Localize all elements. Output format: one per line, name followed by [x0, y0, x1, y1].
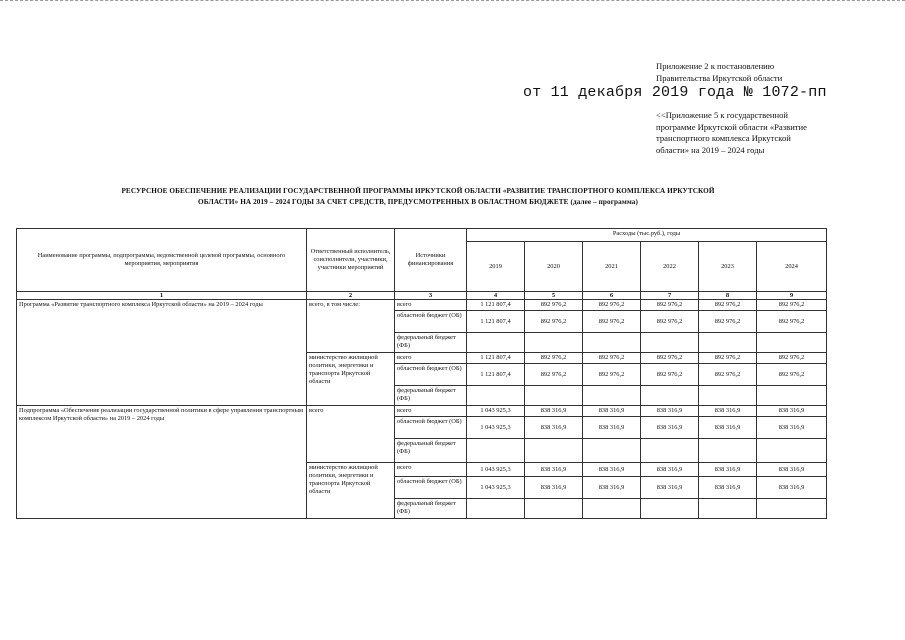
value-cell: 838 316,9	[757, 477, 827, 499]
value-cell: 838 316,9	[699, 406, 757, 417]
value-cell: 838 316,9	[583, 417, 641, 439]
value-cell: 892 976,2	[583, 353, 641, 364]
value-cell: 838 316,9	[583, 463, 641, 477]
resource-table	[16, 228, 827, 519]
value-cell: 892 976,2	[641, 353, 699, 364]
value-cell	[757, 386, 827, 406]
title-line-2: ОБЛАСТИ» НА 2019 – 2024 ГОДЫ ЗА СЧЕТ СРЕДСТВ, ПРЕДУСМОТРЕННЫХ В ОБЛАСТНОМ БЮДЖЕТЕ (далее – программа)	[198, 198, 638, 206]
annex-note	[656, 60, 782, 84]
source-ob: областной бюджет (ОБ)	[395, 417, 467, 439]
value-cell: 1 043 925,3	[467, 477, 525, 499]
value-cell: 838 316,9	[583, 477, 641, 499]
value-cell: 838 316,9	[699, 463, 757, 477]
value-cell: 1 121 807,4	[467, 353, 525, 364]
decree-date: от 11 декабря 2019 года № 1072-пп	[523, 84, 827, 101]
header-year: 2023	[699, 242, 757, 292]
value-cell: 1 121 807,4	[467, 364, 525, 386]
value-cell	[757, 333, 827, 353]
header-source: Источники финансирования	[395, 229, 467, 292]
table-row	[17, 406, 827, 417]
value-cell: 892 976,2	[641, 300, 699, 311]
header-expenses: Расходы (тыс.руб.), годы	[467, 229, 827, 242]
value-cell: 838 316,9	[583, 406, 641, 417]
value-cell: 892 976,2	[525, 364, 583, 386]
value-cell	[583, 386, 641, 406]
value-cell: 892 976,2	[757, 300, 827, 311]
column-number: 8	[699, 292, 757, 300]
program-name: Программа «Развитие транспортного комплекса Иркутской области» на 2019 – 2024 годы	[17, 300, 307, 406]
value-cell	[467, 333, 525, 353]
column-number: 6	[583, 292, 641, 300]
column-number: 1	[17, 292, 307, 300]
value-cell: 838 316,9	[699, 417, 757, 439]
value-cell: 1 121 807,4	[467, 311, 525, 333]
value-cell: 1 043 925,3	[467, 463, 525, 477]
column-number: 2	[307, 292, 395, 300]
value-cell	[699, 439, 757, 463]
source-fb: федеральный бюджет (ФБ)	[395, 333, 467, 353]
column-number: 5	[525, 292, 583, 300]
annex-line-1: Приложение 2 к постановлению	[656, 61, 775, 71]
header-year: 2021	[583, 242, 641, 292]
value-cell: 838 316,9	[525, 463, 583, 477]
title-line-1: РЕСУРСНОЕ ОБЕСПЕЧЕНИЕ РЕАЛИЗАЦИИ ГОСУДАРСТВЕННОЙ ПРОГРАММЫ ИРКУТСКОЙ ОБЛАСТИ «РАЗВИТИЕ ТРАНСПОРТНОГО КОМПЛЕКСА ИРКУТСКОЙ	[121, 187, 715, 195]
value-cell: 838 316,9	[641, 406, 699, 417]
value-cell: 838 316,9	[757, 406, 827, 417]
column-number: 4	[467, 292, 525, 300]
value-cell	[641, 386, 699, 406]
value-cell: 838 316,9	[525, 477, 583, 499]
value-cell	[757, 439, 827, 463]
source-ob: областной бюджет (ОБ)	[395, 364, 467, 386]
value-cell: 838 316,9	[641, 417, 699, 439]
source-fb: федеральный бюджет (ФБ)	[395, 439, 467, 463]
value-cell: 838 316,9	[525, 417, 583, 439]
table-row	[17, 300, 827, 311]
annex-line-2: Правительства Иркутской области	[656, 73, 783, 83]
value-cell	[583, 439, 641, 463]
source-ob: областной бюджет (ОБ)	[395, 477, 467, 499]
value-cell: 1 121 807,4	[467, 300, 525, 311]
header-year: 2022	[641, 242, 699, 292]
value-cell: 892 976,2	[699, 311, 757, 333]
value-cell	[641, 439, 699, 463]
value-cell	[467, 439, 525, 463]
value-cell: 892 976,2	[757, 311, 827, 333]
value-cell	[525, 499, 583, 519]
value-cell	[699, 333, 757, 353]
value-cell	[641, 333, 699, 353]
value-cell: 892 976,2	[525, 311, 583, 333]
header-year: 2024	[757, 242, 827, 292]
header-executor: Ответственный исполнитель, соисполнители, участники, участники мероприятий	[307, 229, 395, 292]
value-cell: 892 976,2	[525, 353, 583, 364]
value-cell: 892 976,2	[757, 364, 827, 386]
value-cell	[467, 386, 525, 406]
value-cell: 838 316,9	[757, 417, 827, 439]
value-cell: 838 316,9	[757, 463, 827, 477]
value-cell	[699, 499, 757, 519]
value-cell: 1 043 925,3	[467, 406, 525, 417]
value-cell: 892 976,2	[757, 353, 827, 364]
annex5-note: <<Приложение 5 к государственной программе Иркутской области «Развитие транспортного комплекса Иркутской области» на 2019 – 2024 годы	[656, 110, 807, 155]
value-cell: 892 976,2	[699, 300, 757, 311]
header-name: Наименование программы, подпрограммы, ведомственной целевой программы, основного мероприятия, мероприятия	[17, 229, 307, 292]
column-number: 9	[757, 292, 827, 300]
value-cell	[583, 499, 641, 519]
subprogram-executor-all: всего	[307, 406, 395, 463]
value-cell: 892 976,2	[641, 311, 699, 333]
value-cell: 892 976,2	[583, 300, 641, 311]
source-total: всего	[395, 353, 467, 364]
subprogram-executor-ministry: министерство жилищной политики, энергетики и транспорта Иркутской области	[307, 463, 395, 519]
header-year: 2019	[467, 242, 525, 292]
program-executor-all: всего, в том числе:	[307, 300, 395, 353]
top-edge-line	[0, 0, 905, 4]
source-fb: федеральный бюджет (ФБ)	[395, 386, 467, 406]
column-number: 3	[395, 292, 467, 300]
source-ob: областной бюджет (ОБ)	[395, 311, 467, 333]
program-executor-ministry: министерство жилищной политики, энергетики и транспорта Иркутской области	[307, 353, 395, 406]
value-cell	[641, 499, 699, 519]
value-cell	[757, 499, 827, 519]
source-fb: федеральный бюджет (ФБ)	[395, 499, 467, 519]
header-year: 2020	[525, 242, 583, 292]
value-cell: 892 976,2	[699, 353, 757, 364]
value-cell	[525, 386, 583, 406]
value-cell: 838 316,9	[525, 406, 583, 417]
value-cell: 892 976,2	[525, 300, 583, 311]
value-cell: 838 316,9	[641, 463, 699, 477]
value-cell	[467, 499, 525, 519]
value-cell: 838 316,9	[641, 477, 699, 499]
value-cell: 892 976,2	[699, 364, 757, 386]
value-cell	[699, 386, 757, 406]
value-cell	[525, 439, 583, 463]
value-cell: 838 316,9	[699, 477, 757, 499]
value-cell: 892 976,2	[641, 364, 699, 386]
source-total: всего	[395, 300, 467, 311]
value-cell: 1 043 925,3	[467, 417, 525, 439]
value-cell: 892 976,2	[583, 311, 641, 333]
document-title	[28, 186, 808, 208]
source-total: всего	[395, 463, 467, 477]
column-numbers-row	[17, 292, 827, 300]
value-cell	[583, 333, 641, 353]
source-total: всего	[395, 406, 467, 417]
column-number: 7	[641, 292, 699, 300]
subprogram-name: Подпрограмма «Обеспечение реализации государственной политики в сфере управления транспортным комплексом Иркутской области» на 2019 – 2024 годы	[17, 406, 307, 519]
value-cell	[525, 333, 583, 353]
value-cell: 892 976,2	[583, 364, 641, 386]
